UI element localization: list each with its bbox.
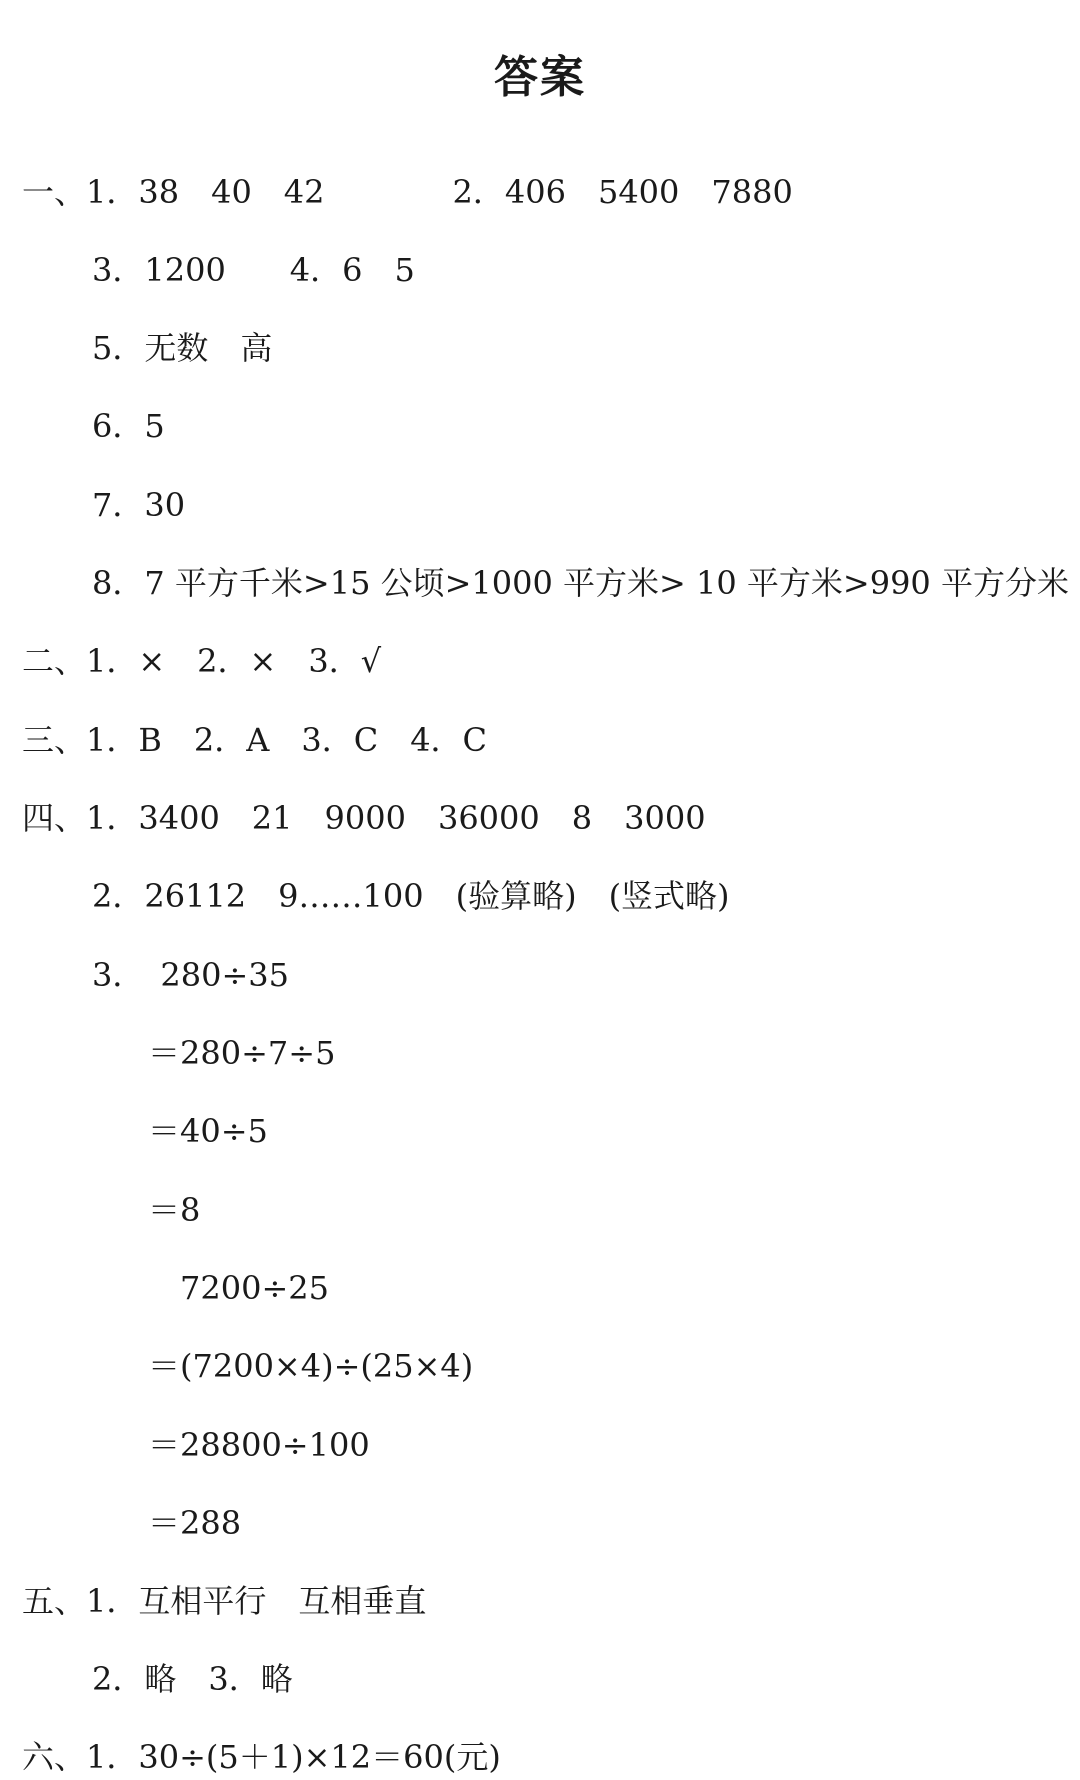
answer-line-4-3: 3． 280÷35	[92, 956, 289, 994]
answer-line-4-1: 四、1．3400 21 9000 36000 8 3000	[22, 799, 706, 837]
answer-line-1-6: 6．5	[92, 407, 165, 445]
calc-step: ＝28800÷100	[148, 1426, 370, 1464]
answer-line-1-1: 一、1．38 40 42 2．406 5400 7880	[22, 173, 793, 211]
calc-expression: 7200÷25	[180, 1269, 329, 1307]
answer-line-6-1: 六、1．30÷(5＋1)×12＝60(元)	[22, 1738, 501, 1776]
answer-line-1-8: 8．7 平方千米>15 公顷>1000 平方米> 10 平方米>990 平方分米	[92, 564, 1069, 602]
answer-line-1-7: 7．30	[92, 486, 186, 524]
calc-step: ＝280÷7÷5	[148, 1034, 336, 1072]
calc-step: ＝(7200×4)÷(25×4)	[148, 1347, 474, 1385]
calc-step: ＝288	[148, 1504, 242, 1542]
answer-line-2-1: 二、1．× 2．× 3．√	[22, 642, 382, 680]
page-title: 答案	[494, 52, 586, 103]
calc-step: ＝40÷5	[148, 1112, 268, 1150]
calc-step: ＝8	[148, 1191, 201, 1229]
answer-line-5-2: 2．略 3．略	[92, 1660, 293, 1698]
answer-line-1-5: 5．无数 高	[92, 329, 273, 367]
answer-line-4-2: 2．26112 9……100 (验算略) (竖式略)	[92, 877, 730, 915]
answer-line-3-1: 三、1．B 2．A 3．C 4．C	[22, 721, 488, 759]
answer-line-1-3: 3．1200 4．6 5	[92, 251, 415, 289]
answer-line-5-1: 五、1．互相平行 互相垂直	[22, 1582, 427, 1620]
